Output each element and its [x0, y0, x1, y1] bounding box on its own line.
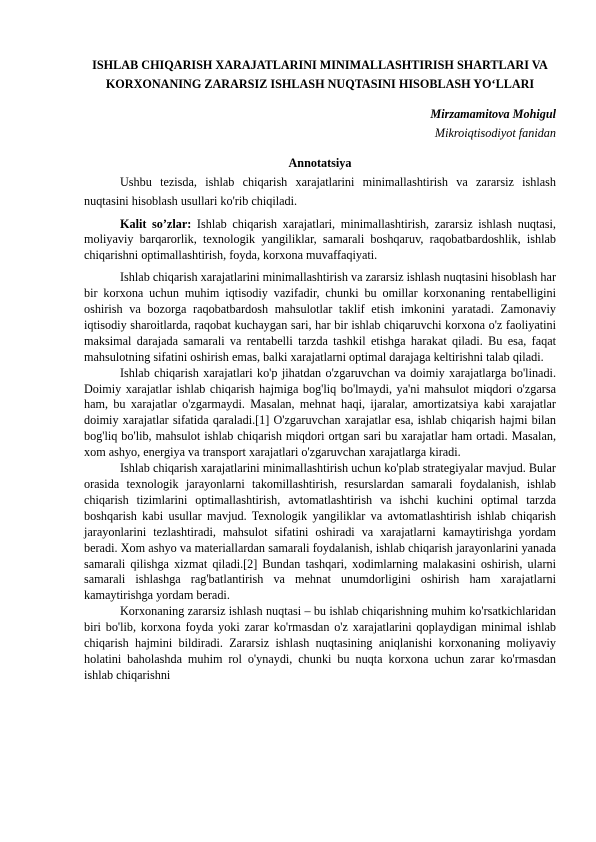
body-paragraph-1: Ishlab chiqarish xarajatlarini minimallashtirish va zararsiz ishlash nuqtasini hisoblash har bir korxona uchun muhim iqtisodiy vazifadir, chunki bu omillar korxonaning rentabelligini oshirish va bozorga raqobatbardosh mahsulotlar taklif etish imkonini yaratadi. Zamonaviy iqtisodiy sharoitlarda, raqobat kuchaygan sari, har bir ishlab chiqaruvchi korxona o'z faoliyatini maksimal darajada samarali va rentabelli tarzda tashkil etishga harakat qiladi. Bu esa, faqat mahsulotning sifatini oshirish emas, balki xarajatlarni optimal darajaga keltirishni talab qiladi.: [84, 270, 556, 364]
keywords-text: Ishlab chiqarish xarajatlari, minimallashtirish, zararsiz ishlash nuqtasi, moliyaviy barqarorlik, texnologik yangiliklar, samarali boshqaruv, raqobatbardoshlik, ishlab chiqarishni optimallashtirish, foyda, korxona muvaffaqiyati.: [84, 216, 556, 263]
author-name: Mirzamamitova Mohigul: [430, 107, 556, 121]
keywords-label: Kalit so’zlar:: [120, 216, 192, 231]
paper-title: ISHLAB CHIQARISH XARAJATLARINI MINIMALLASHTIRISH SHARTLARI VA KORXONANING ZARARSIZ ISHLASH NUQTASINI HISOBLASH YO‘LLARI: [92, 58, 548, 91]
body-paragraph-3: Ishlab chiqarish xarajatlarini minimallashtirish uchun ko'plab strategiyalar mavjud. Bular orasida texnologik jarayonlarni takomillashtirish, resurslardan samarali foydalanish, ishlab chiqarish tizimlarini optimallashtirish, avtomatlashtirish va ishchi kuchini optimal tarzda boshqarish kabi usullar mavjud. Texnologik yangiliklar va avtomatlashtirish ishlab chiqarish jarayonlarini tezlashtiradi, mahsulot sifatini oshiradi va xarajatlarni kamaytirishga yordam beradi. Xom ashyo va materiallardan samarali foydalanish, ishlab chiqarish jarayonlarini yanada samarali qilishga xizmat qiladi.[2] Bundan tashqari, xodimlarning malakasini oshirish, ularni samarali ishlashga rag'batlantirish va mehnat unumdorligini oshirish ham xarajatlarni kamaytirishga yordam beradi.: [84, 461, 556, 603]
body-paragraph-4: Korxonaning zararsiz ishlash nuqtasi – bu ishlab chiqarishning muhim ko'rsatkichlaridan biri bo'lib, korxona foyda yoki zarar ko'rmasdan o'z xarajatlarini qoplaydigan minimal ishlab chiqarish hajmini bildiradi. Zararsiz ishlash nuqtasining aniqlanishi korxonaning moliyaviy holatini baholashda muhim rol o'ynaydi, chunki bu nuqta korxona uchun zarar ko'rmasdan ishlab chiqarishni: [84, 604, 556, 682]
paper-page: [84, 56, 556, 684]
body-paragraph-2: Ishlab chiqarish xarajatlari ko'p jihatdan o'zgaruvchan va doimiy xarajatlarga bo'linadi. Doimiy xarajatlar ishlab chiqarish hajmiga bog'liq bo'lmaydi, ya'ni mahsulot miqdori o'zgarsa ham, bu xarajatlar o'zgarmaydi. Masalan, mehnat haqi, ijaralar, amortizatsiya kabi xarajatlar doimiy xarajatlar sifatida qaraladi.[1] O'zgaruvchan xarajatlar esa, ishlab chiqarish hajmi bilan bog'liq bo'lib, mahsulot ishlab chiqarish miqdori ortgan sari bu xarajatlar ham ortadi. Masalan, xom ashyo, energiya va transport xarajatlari o'zgaruvchan xarajatlarga kiradi.: [84, 365, 556, 460]
annotation-heading: Annotatsiya: [288, 156, 352, 170]
annotation-text: Ushbu tezisda, ishlab chiqarish xarajatlarini minimallashtirish va zararsiz ishlash nuqtasini hisoblash usullari ko'rib chiqiladi.: [84, 174, 556, 208]
keywords-paragraph: [84, 217, 556, 265]
author-affiliation: Mikroiqtisodiyot fanidan: [434, 125, 556, 140]
author-block: [84, 105, 556, 142]
